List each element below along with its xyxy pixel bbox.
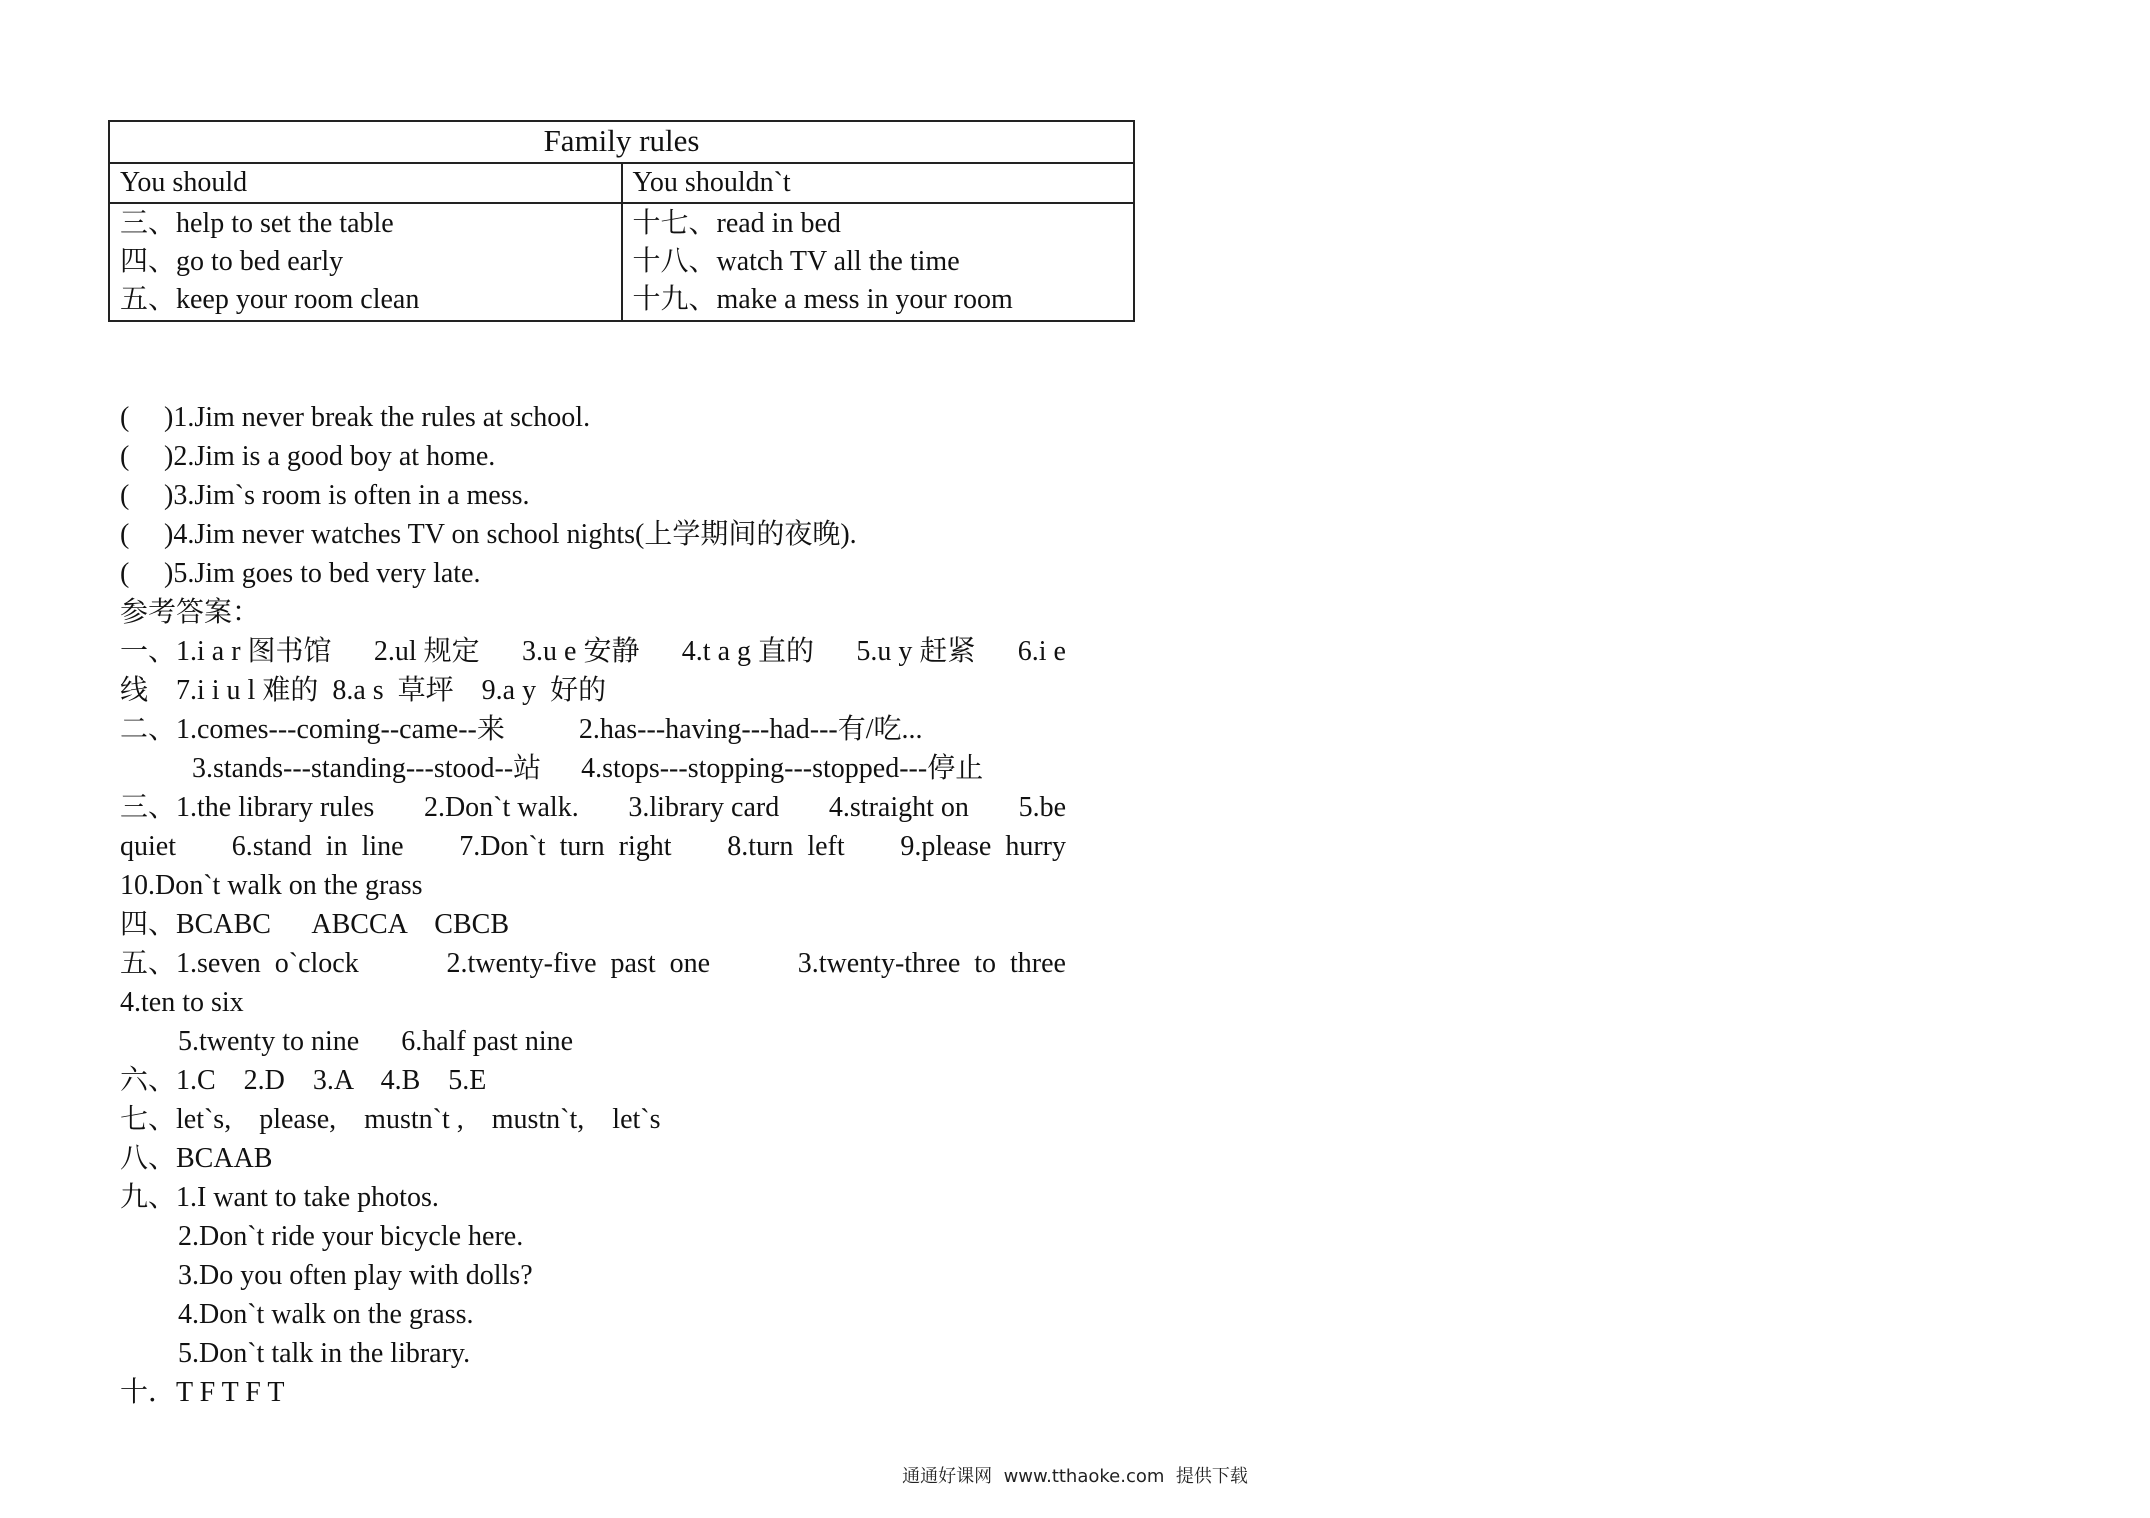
answer-section-3-cont: quiet 6.stand in line 7.Don`t turn right 8.turn left 9.please hurry [120,831,1066,862]
answer-section-9: 九、1.I want to take photos. [120,1182,439,1213]
answer-section-2-cont: 3.stands---standing---stood--站 4.stops---stopping---stopped---停止 [192,753,984,784]
family-rules-table [108,120,1135,322]
question-item: ( )2.Jim is a good boy at home. [120,437,1070,476]
answer-section-5: 五、1.seven o`clock 2.twenty-five past one 3.twenty-three to three [120,948,1066,979]
answer-section-4: 四、BCABC ABCCA CBCB [120,909,510,940]
should-list [109,203,622,321]
answer-section-5-cont: 4.ten to six [120,987,244,1018]
answer-blank: ( [120,519,130,550]
should-item: 三、help to set the table [120,208,394,239]
answer-blank: ( [120,441,130,472]
answer-section-5-end: 5.twenty to nine 6.half past nine [178,1026,574,1057]
answer-section-8: 八、BCAAB [120,1143,273,1174]
answer-section-6: 六、1.C 2.D 3.A 4.B 5.E [120,1065,487,1096]
shouldnt-item: 十九、make a mess in your room [632,284,1013,315]
question-item: ( )1.Jim never break the rules at school. [120,398,1070,437]
question-item: ( )5.Jim goes to bed very late. [120,554,1070,593]
answer-section-3-end: 10.Don`t walk on the grass [120,870,423,901]
header-you-should: You should [109,163,622,203]
shouldnt-item: 十七、read in bed [632,208,841,239]
answer-section-9-item: 3.Do you often play with dolls? [178,1260,533,1291]
shouldnt-item: 十八、watch TV all the time [632,246,960,277]
answer-section-3: 三、1.the library rules 2.Don`t walk. 3.library card 4.straight on 5.be [120,792,1066,823]
should-item: 五、keep your room clean [120,284,420,315]
answers-heading: 参考答案： [120,597,261,628]
document-body [120,398,1070,1412]
shouldnt-list [622,203,1135,321]
question-item: ( )4.Jim never watches TV on school nights(上学期间的夜晚). [120,515,1070,554]
answer-section-7: 七、let`s, please, mustn`t , mustn`t, let`s [120,1104,661,1135]
header-you-shouldnt: You shouldn`t [622,163,1135,203]
should-item: 四、go to bed early [120,246,344,277]
table-title: Family rules [109,121,1134,163]
answer-section-2: 二、1.comes---coming--came--来 2.has---having---had---有/吃... [120,714,923,745]
answer-section-9-item: 5.Don`t talk in the library. [178,1338,471,1369]
question-item: ( )3.Jim`s room is often in a mess. [120,476,1070,515]
answer-blank: ( [120,480,130,511]
answer-blank: ( [120,402,130,433]
answer-section-9-item: 2.Don`t ride your bicycle here. [178,1221,524,1252]
answer-section-1: 一、1.i a r 图书馆 2.ul 规定 3.u e 安静 4.t a g 直的 5.u y 赶紧 6.i e [120,636,1066,667]
answer-section-1-cont: 线 7.i i u l 难的 8.a s 草坪 9.a y 好的 [120,675,607,706]
answer-blank: ( [120,558,130,589]
answer-section-10: 十．T F T F T [120,1377,285,1408]
footer-watermark: 通通好课网 www.tthaoke.com 提供下载 [902,1466,1248,1487]
answer-section-9-item: 4.Don`t walk on the grass. [178,1299,474,1330]
